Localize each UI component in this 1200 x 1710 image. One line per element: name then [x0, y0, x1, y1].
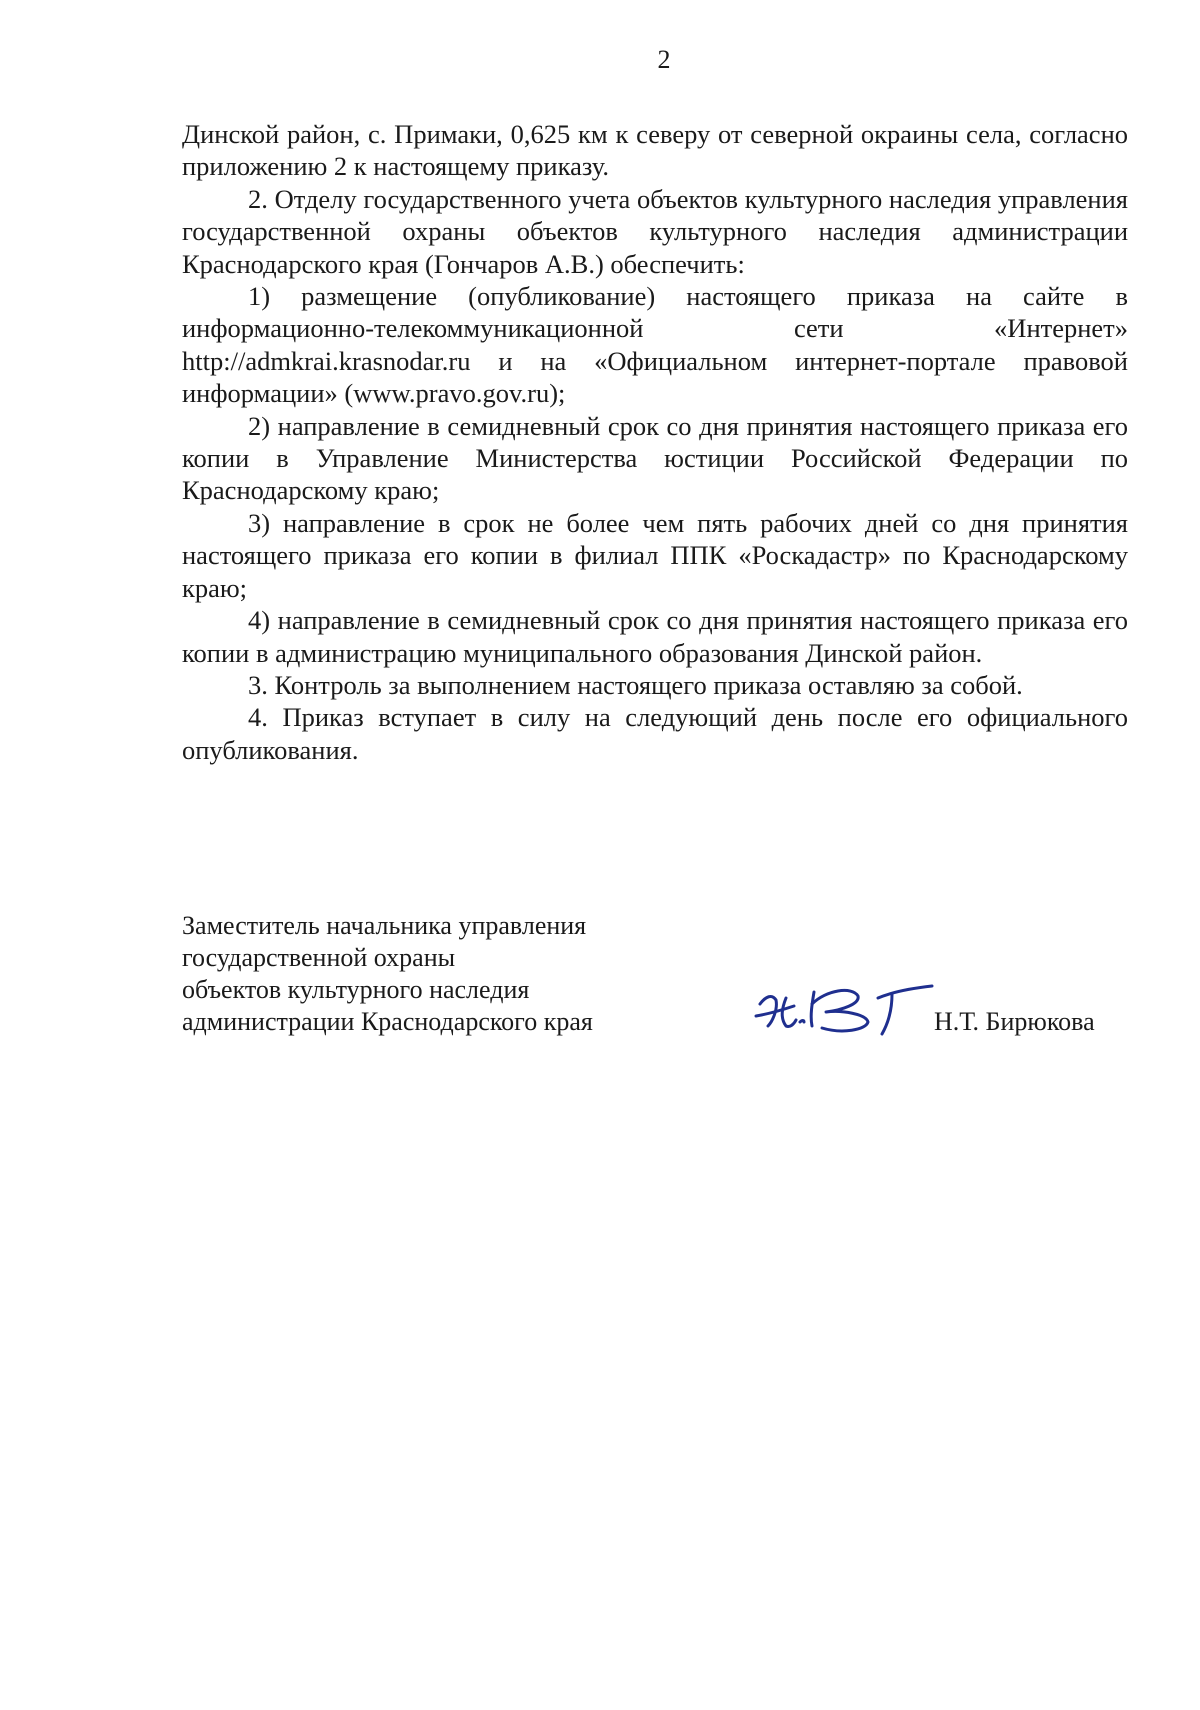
paragraph-continuation: Динской район, с. Примаки, 0,625 км к северу от северной окраины села, согласно приложению 2 к настоящему приказу. [182, 119, 1128, 182]
paragraph-item-4: 4. Приказ вступает в силу на следующий день после его официального опубликования. [182, 702, 1128, 765]
paragraph-subitem-3: 3) направление в срок не более чем пять рабочих дней со дня принятия настоящего приказа его копии в филиал ППК «Роскадастр» по Краснодарскому краю; [182, 507, 1128, 603]
paragraph-subitem-1: 1) размещение (опубликование) настоящего приказа на сайте в информационно-телекоммуникационной сети «Интернет» http://admkrai.krasnodar.ru и на «Официальном интернет-портале правовой информации» (www.pravo.gov.ru); [182, 281, 1128, 409]
signatory-title-line: Заместитель начальника управления [182, 911, 587, 940]
signatory-title-line: государственной охраны [182, 943, 456, 972]
paragraph-subitem-2: 2) направление в семидневный срок со дня принятия настоящего приказа его копии в Управление Министерства юстиции Российской Федерации по Краснодарскому краю; [182, 410, 1128, 506]
signatory-title [182, 910, 702, 1038]
paragraph-subitem-4: 4) направление в семидневный срок со дня принятия настоящего приказа его копии в администрацию муниципального образования Динской район. [182, 605, 1128, 668]
signature-block [182, 910, 1142, 1050]
signatory-title-line: объектов культурного наследия [182, 975, 530, 1004]
signatory-title-line: администрации Краснодарского края [182, 1007, 593, 1036]
paragraph-item-2: 2. Отделу государственного учета объектов культурного наследия управления государственной охраны объектов культурного наследия администрации Краснодарского края (Гончаров А.В.) обеспечить: [182, 183, 1128, 279]
page-number: 2 [657, 45, 671, 74]
paragraph-item-3: 3. Контроль за выполнением настоящего приказа оставляю за собой. [248, 669, 1023, 700]
signatory-name: Н.Т. Бирюкова [934, 1007, 1095, 1036]
document-body [182, 118, 1128, 766]
handwritten-signature-icon [742, 970, 942, 1050]
